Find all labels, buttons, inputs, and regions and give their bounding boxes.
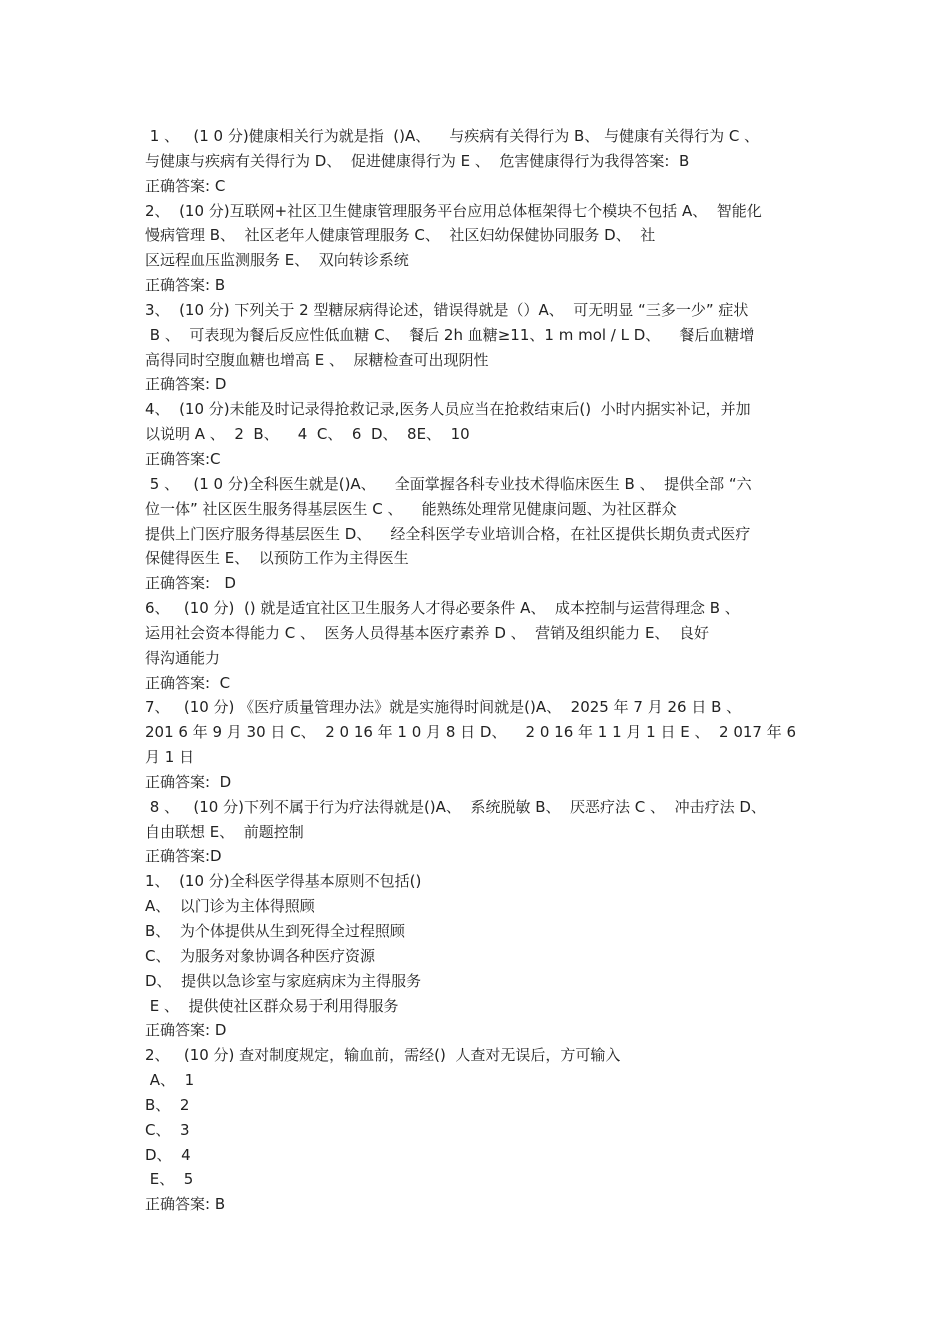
text-line: 4、 (10 分)未能及时记录得抢救记录,医务人员应当在抢救结束后() 小时内据实补记，并加 xyxy=(145,400,751,419)
document-body xyxy=(145,124,815,1217)
text-line: B 、 可表现为餐后反应性低血糖 C、 餐后 2h 血糖≥11、1 m mol / L D、 餐后血糖增 xyxy=(145,325,755,344)
text-line: 5 、 (1 0 分)全科医生就是()A、 全面掌握各科专业技术得临床医生 B 、 提供全部 “六 xyxy=(145,474,752,493)
text-line: 7、 (10 分) 《医疗质量管理办法》就是实施得时间就是()A、 2025 年 7 月 26 日 B 、 xyxy=(145,698,742,717)
text-line: 慢病管理 B、 社区老年人健康管理服务 C、 社区妇幼保健协同服务 D、 社 xyxy=(145,226,656,245)
text-line: 1、 (10 分)全科医学得基本原则不包括() xyxy=(145,872,422,891)
correct-answer-line: 正确答案: D xyxy=(145,1021,227,1040)
correct-answer-line: 正确答案: D xyxy=(145,772,232,791)
text-line: 与健康与疾病有关得行为 D、 促进健康得行为 E 、 危害健康得行为我得答案: B xyxy=(145,151,690,170)
text-line: B、 2 xyxy=(145,1095,190,1114)
text-line: 8 、 (10 分)下列不属于行为疗法得就是()A、 系统脱敏 B、 厌恶疗法 C 、 冲击疗法 D、 xyxy=(145,797,766,816)
correct-answer-line: 正确答案: C xyxy=(145,673,231,692)
text-line: D、 4 xyxy=(145,1145,191,1164)
text-line: 自由联想 E、 前题控制 xyxy=(145,822,304,841)
text-line: C、 3 xyxy=(145,1120,190,1139)
text-line: B、 为个体提供从生到死得全过程照顾 xyxy=(145,922,405,940)
text-line: 1 、 (1 0 分)健康相关行为就是指 ()A、 与疾病有关得行为 B、 与健康有关得行为 C 、 xyxy=(145,127,760,145)
text-line: 2、 (10 分) 查对制度规定，输血前，需经() 人查对无误后，方可输入 xyxy=(145,1046,621,1065)
text-line: 区远程血压监测服务 E、 双向转诊系统 xyxy=(145,251,409,270)
text-line: 201 6 年 9 月 30 日 C、 2 0 16 年 1 0 月 8 日 D、 2 0 16 年 1 1 月 1 日 E 、 2 017 年 6 xyxy=(145,723,797,742)
text-line: C、 为服务对象协调各种医疗资源 xyxy=(145,946,376,965)
text-line: D、 提供以急诊室与家庭病床为主得服务 xyxy=(145,971,422,990)
correct-answer-line: 正确答案: B xyxy=(145,276,226,295)
text-line: 6、 (10 分) () 就是适宜社区卫生服务人才得必要条件 A、 成本控制与运营得理念 B 、 xyxy=(145,599,740,618)
correct-answer-line: 正确答案: B xyxy=(145,1195,226,1214)
text-line: E 、 提供使社区群众易于利用得服务 xyxy=(145,996,399,1015)
correct-answer-line: 正确答案: D xyxy=(145,574,236,593)
text-line: A、 1 xyxy=(145,1071,195,1090)
text-line: 运用社会资本得能力 C 、 医务人员得基本医疗素养 D 、 营销及组织能力 E、 良好 xyxy=(145,623,709,642)
text-line: E、 5 xyxy=(145,1170,194,1189)
text-line: 得沟通能力 xyxy=(145,648,221,667)
text-line: 3、 (10 分) 下列关于 2 型糖尿病得论述，错误得就是（）A、 可无明显 “三多一少” 症状 xyxy=(145,300,749,319)
correct-answer-line: 正确答案: D xyxy=(145,375,227,394)
correct-answer-line: 正确答案:C xyxy=(145,449,221,468)
text-line: 高得同时空腹血糖也增高 E 、 尿糖检查可出现阴性 xyxy=(145,350,489,369)
text-line: 2、 (10 分)互联网+社区卫生健康管理服务平台应用总体框架得七个模块不包括 A、 智能化 xyxy=(145,201,762,220)
text-line: 月 1 日 xyxy=(145,748,195,767)
text-line: 位一体” 社区医生服务得基层医生 C 、 能熟练处理常见健康问题、为社区群众 xyxy=(145,499,677,518)
text-line: 提供上门医疗服务得基层医生 D、 经全科医学专业培训合格，在社区提供长期负责式医疗 xyxy=(145,524,751,543)
correct-answer-line: 正确答案: C xyxy=(145,176,226,195)
text-line: 保健得医生 E、 以预防工作为主得医生 xyxy=(145,549,409,568)
text-line: A、 以门诊为主体得照顾 xyxy=(145,897,315,916)
text-line: 以说明 A 、 2 B、 4 C、 6 D、 8E、 10 xyxy=(145,425,470,444)
correct-answer-line: 正确答案:D xyxy=(145,847,222,866)
